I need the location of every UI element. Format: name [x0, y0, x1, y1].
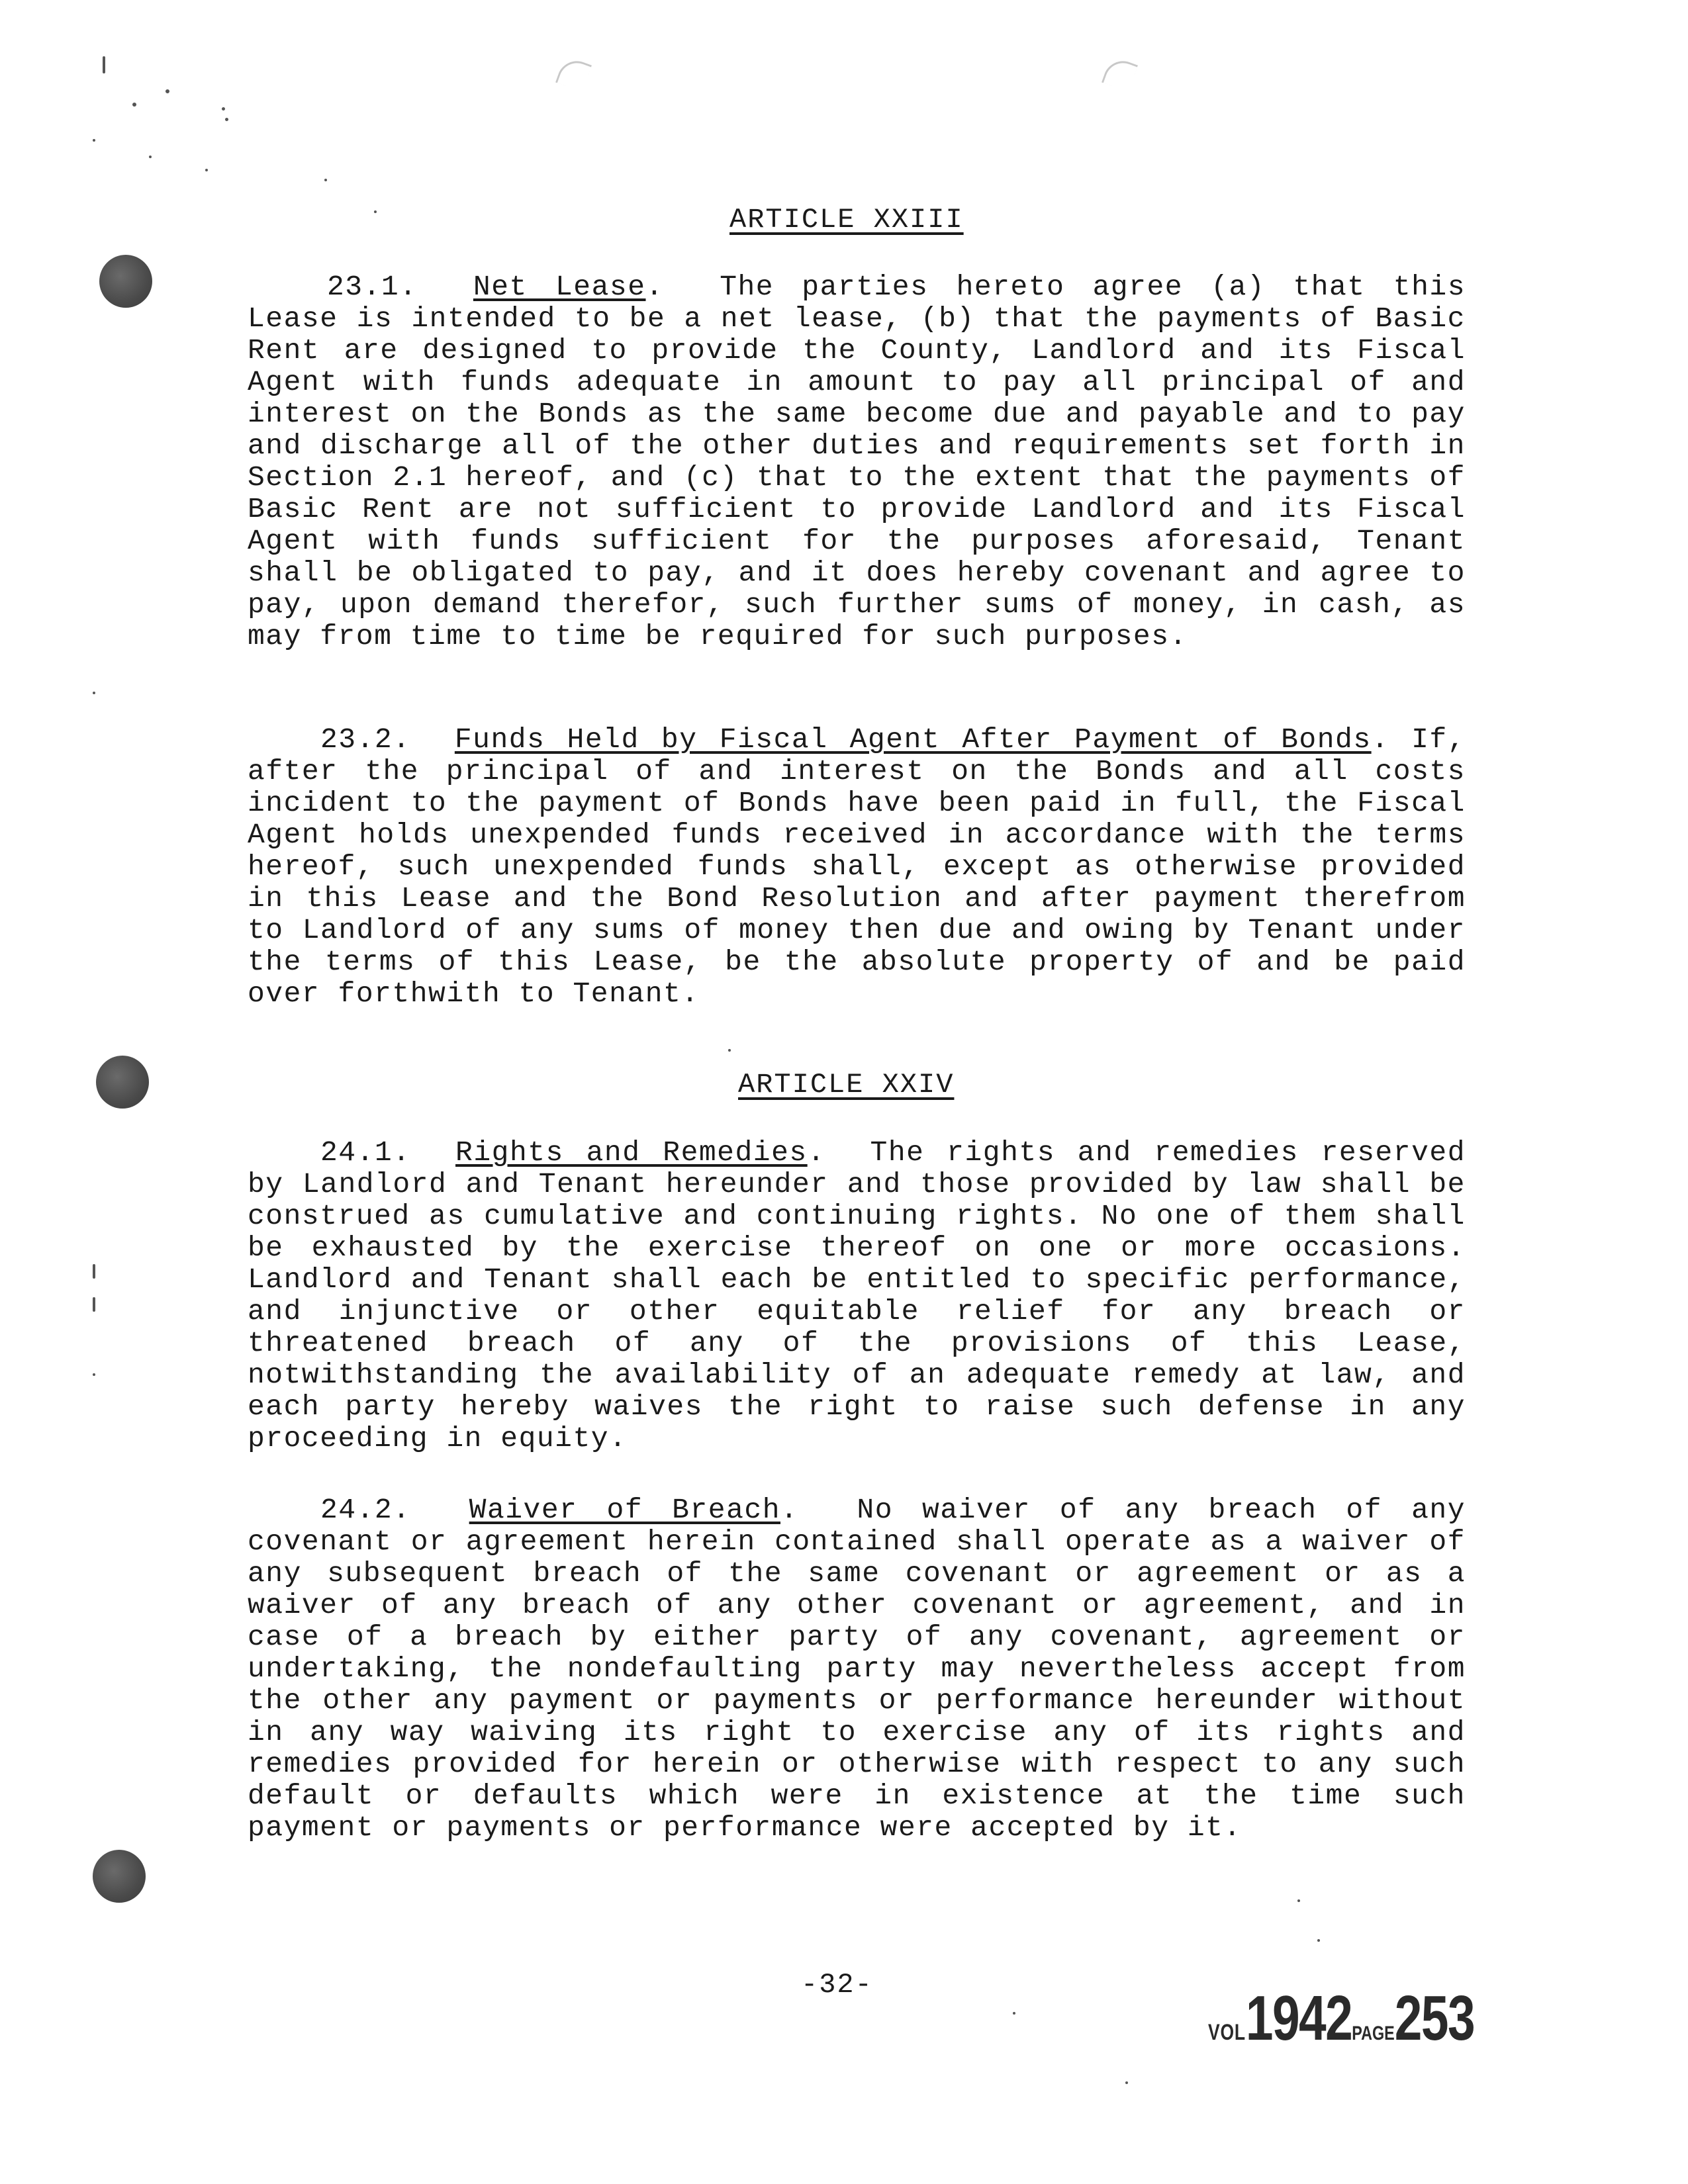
recording-stamp: [1208, 1982, 1474, 2055]
scan-speck: [132, 103, 136, 107]
section-text: No waiver of any breach of any covenant or agreement herein contained shall operate as a waiver of any subsequent breach of the same covenant or agreement or as a waiver of any breach of any other covenant or agreement, and in case of a breach by either party of any covenant, agreement or undertaking, the nondefaulting party may nevertheless accept from the other any payment or payments or performance hereunder without in any way waiving its right to exercise any of its rights and remedies provided for herein or otherwise with respect to any such default or defaults which were in existence at the time such payment or payments or performance were accepted by it.: [248, 1494, 1466, 1844]
punch-hole-bottom: [93, 1850, 146, 1903]
section-number: 24.2.: [320, 1494, 411, 1526]
section-text: The rights and remedies reserved by Landlord and Tenant hereunder and those provided by law shall be construed as cumulative and continuing rights. No one of them shall be exhausted by the exercise thereof on one or more occasions. Landlord and Tenant shall each be entitled to specific performance, and injunctive or other equitable relief for any breach or threatened breach of any of the provisions of this Lease, notwithstanding the availability of an adequate remedy at law, and each party hereby waives the right to raise such defense in any proceeding in equity.: [248, 1136, 1466, 1455]
scan-speck: [1297, 1899, 1300, 1902]
scan-speck: [205, 169, 208, 171]
scan-speck: [93, 1264, 95, 1279]
article-heading: ARTICLE XXIV: [738, 1069, 955, 1101]
page-number: -32-: [801, 1969, 873, 2001]
stamp-vol-label: VOL: [1208, 2020, 1246, 2045]
scan-speck: [93, 1373, 95, 1376]
scan-speck: [93, 139, 95, 142]
section-24-1: 24.1. Rights and Remedies. The rights and remedies reserved by Landlord and Tenant hereunder and those provided by law shall be construed as cumulative and continuing rights. No one of them shall be exhausted by the exercise thereof on one or more occasions. Landlord and Tenant shall each be entitled to specific performance, and injunctive or other equitable relief for any breach or threatened breach of any of the provisions of this Lease, notwithstanding the availability of an adequate remedy at law, and each party hereby waives the right to raise such defense in any proceeding in equity.: [248, 1136, 1466, 1455]
scan-mark: [555, 56, 592, 92]
stamp-volume: 1942: [1245, 1983, 1352, 2054]
section-number: 23.1.: [327, 271, 418, 303]
scan-speck: [149, 156, 152, 158]
section-title: Funds Held by Fiscal Agent After Payment of Bonds: [454, 723, 1372, 756]
punch-hole-middle: [96, 1056, 149, 1109]
stamp-page-label: PAGE: [1352, 2023, 1395, 2044]
scan-speck: [324, 179, 327, 181]
punch-hole-top: [99, 255, 152, 308]
section-text: If, after the principal of and interest on the Bonds and all costs incident to the payment of Bonds have been paid in full, the Fiscal Agent holds unexpended funds received in accordance with the terms hereof, such unexpended funds shall, except as otherwise provided in this Lease and the Bond Resolution and after payment therefrom to Landlord of any sums of money then due and owing by Tenant under the terms of this Lease, be the absolute property of and be paid over forthwith to Tenant.: [248, 723, 1466, 1010]
section-24-2: 24.2. Waiver of Breach. No waiver of any breach of any covenant or agreement herein contained shall operate as a waiver of any subsequent breach of the same covenant or agreement or as a waiver of any breach of any other covenant or agreement, and in case of a breach by either party of any covenant, agreement or undertaking, the nondefaulting party may nevertheless accept from the other any payment or payments or performance hereunder without in any way waiving its right to exercise any of its rights and remedies provided for herein or otherwise with respect to any such default or defaults which were in existence at the time such payment or payments or performance were accepted by it.: [248, 1494, 1466, 1844]
scan-speck: [222, 107, 225, 111]
section-title: Net Lease: [473, 271, 646, 303]
scan-speck: [1317, 1939, 1320, 1942]
section-text: The parties hereto agree (a) that this Lease is intended to be a net lease, (b) that the payments of Basic Rent are designed to provide the County, Landlord and its Fiscal Agent with funds adequate in amount to pay all principal of and interest on the Bonds as the same become due and payable and to pay and discharge all of the other duties and requirements set forth in Section 2.1 hereof, and (c) that to the extent that the payments of Basic Rent are not sufficient to provide Landlord and its Fiscal Agent with funds sufficient for the purposes aforesaid, Tenant shall be obligated to pay, and it does hereby covenant and agree to pay, upon demand therefor, such further sums of money, in cash, as may from time to time be required for such purposes.: [248, 271, 1466, 653]
scan-speck: [374, 210, 377, 213]
stamp-page: 253: [1394, 1983, 1475, 2054]
scan-speck: [93, 692, 95, 694]
section-title: Waiver of Breach: [469, 1494, 780, 1526]
section-23-2: 23.2. Funds Held by Fiscal Agent After Payment of Bonds. If, after the principal of and interest on the Bonds and all costs incident to the payment of Bonds have been paid in full, the Fiscal Agent holds unexpended funds received in accordance with the terms hereof, such unexpended funds shall, except as otherwise provided in this Lease and the Bond Resolution and after payment therefrom to Landlord of any sums of money then due and owing by Tenant under the terms of this Lease, be the absolute property of and be paid over forthwith to Tenant.: [248, 723, 1466, 1010]
scan-speck: [93, 1297, 95, 1312]
section-23-1: 23.1. Net Lease. The parties hereto agree (a) that this Lease is intended to be a net lease, (b) that the payments of Basic Rent are designed to provide the County, Landlord and its Fiscal Agent with funds adequate in amount to pay all principal of and interest on the Bonds as the same become due and payable and to pay and discharge all of the other duties and requirements set forth in Section 2.1 hereof, and (c) that to the extent that the payments of Basic Rent are not sufficient to provide Landlord and its Fiscal Agent with funds sufficient for the purposes aforesaid, Tenant shall be obligated to pay, and it does hereby covenant and agree to pay, upon demand therefor, such further sums of money, in cash, as may from time to time be required for such purposes.: [248, 271, 1466, 653]
section-number: 24.1.: [320, 1136, 411, 1169]
article-heading: ARTICLE XXIII: [729, 204, 964, 236]
scan-speck: [103, 56, 105, 73]
scan-speck: [1013, 2012, 1015, 2015]
scan-mark: [1102, 56, 1138, 92]
scan-speck: [1125, 2081, 1128, 2084]
section-number: 23.2.: [320, 723, 411, 756]
scan-speck: [728, 1049, 731, 1052]
section-title: Rights and Remedies: [455, 1136, 808, 1169]
scan-speck: [165, 89, 169, 93]
scan-speck: [225, 118, 228, 121]
